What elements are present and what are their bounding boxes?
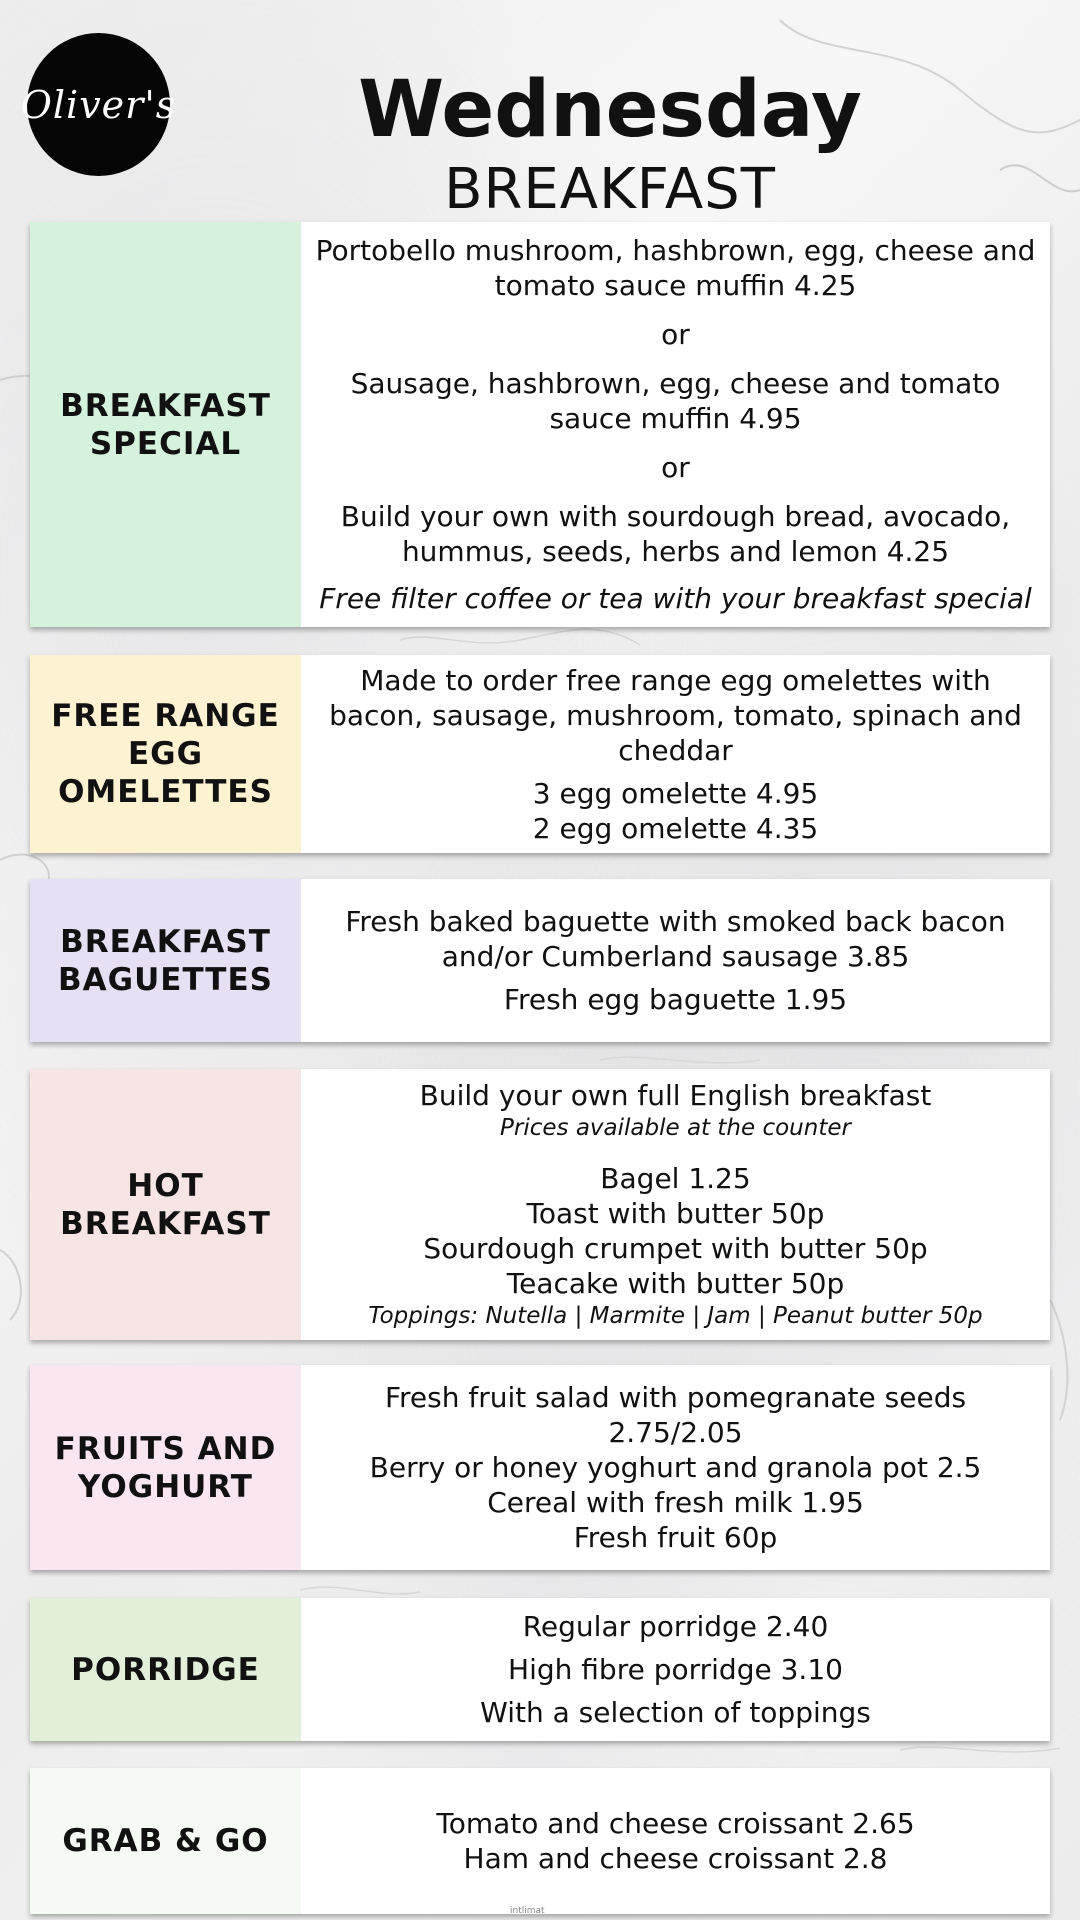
menu-item: Fresh baked baguette with smoked back bacon and/or Cumberland sausage 3.85 <box>345 905 1006 973</box>
category-baguettes: BREAKFAST BAGUETTES <box>30 879 301 1042</box>
menu-item: Cereal with fresh milk 1.95 <box>487 1486 864 1519</box>
price-note: Prices available at the counter <box>500 1115 851 1141</box>
category-omelettes: FREE RANGE EGG OMELETTES <box>30 655 301 853</box>
content-hot-breakfast <box>301 1069 1050 1340</box>
menu-item: Ham and cheese croissant 2.8 <box>463 1842 888 1875</box>
content-breakfast-special <box>301 222 1050 627</box>
page-subtitle: BREAKFAST <box>444 157 776 222</box>
section-grab-go <box>30 1768 1050 1914</box>
content-omelettes <box>301 655 1050 853</box>
menu-item: Toast with butter 50p <box>526 1197 825 1230</box>
section-hot-breakfast <box>30 1069 1050 1340</box>
section-porridge <box>30 1598 1050 1741</box>
menu-item: 3 egg omelette 4.95 <box>532 776 819 810</box>
section-breakfast-special <box>30 222 1050 627</box>
category-breakfast-special: BREAKFAST SPECIAL <box>30 222 301 627</box>
menu-item: Fresh fruit salad with pomegranate seeds 2.75/2.05 <box>384 1381 967 1449</box>
menu-item: Teacake with butter 50p <box>506 1267 845 1300</box>
menu-item: Fresh fruit 60p <box>573 1521 778 1554</box>
menu-item: Tomato and cheese croissant 2.65 <box>436 1807 915 1840</box>
or-separator: or <box>661 318 690 351</box>
content-baguettes <box>301 879 1050 1042</box>
content-grab-go <box>301 1768 1050 1914</box>
menu-item: Berry or honey yoghurt and granola pot 2.5 <box>369 1451 982 1484</box>
or-separator: or <box>661 451 690 484</box>
category-hot-breakfast: HOT BREAKFAST <box>30 1069 301 1340</box>
section-omelettes <box>30 655 1050 853</box>
page-title: Wednesday <box>358 65 862 155</box>
menu-item: Regular porridge 2.40 <box>522 1610 829 1643</box>
toppings-note: Toppings: Nutella | Marmite | Jam | Peanut butter 50p <box>368 1303 983 1329</box>
menu-headline: Build your own full English breakfast <box>419 1079 932 1112</box>
menu-item: Bagel 1.25 <box>600 1162 751 1195</box>
content-porridge <box>301 1598 1050 1741</box>
section-fruits-yoghurt <box>30 1365 1050 1570</box>
menu-item: Build your own with sourdough bread, avocado, hummus, seeds, herbs and lemon 4.25 <box>340 500 1011 568</box>
logo-text: Oliver's <box>20 82 177 127</box>
content-fruits-yoghurt <box>301 1365 1050 1570</box>
footer-text: intlimat <box>510 1906 545 1916</box>
category-fruits-yoghurt: FRUITS AND YOGHURT <box>30 1365 301 1570</box>
section-baguettes <box>30 879 1050 1042</box>
special-note: Free filter coffee or tea with your breakfast special <box>319 582 1032 615</box>
menu-item: 2 egg omelette 4.35 <box>532 811 819 845</box>
menu-item: High fibre porridge 3.10 <box>508 1653 843 1686</box>
menu-description: Made to order free range egg omelettes with bacon, sausage, mushroom, tomato, spinach and cheddar <box>329 663 1022 767</box>
menu-item: With a selection of toppings <box>480 1696 871 1729</box>
menu-item: Sourdough crumpet with butter 50p <box>423 1232 928 1265</box>
menu-item: Portobello mushroom, hashbrown, egg, cheese and tomato sauce muffin 4.25 <box>315 234 1036 302</box>
menu-item: Fresh egg baguette 1.95 <box>503 983 848 1016</box>
category-porridge: PORRIDGE <box>30 1598 301 1741</box>
category-grab-go: GRAB & GO <box>30 1768 301 1914</box>
menu-item: Sausage, hashbrown, egg, cheese and tomato sauce muffin 4.95 <box>350 367 1001 435</box>
